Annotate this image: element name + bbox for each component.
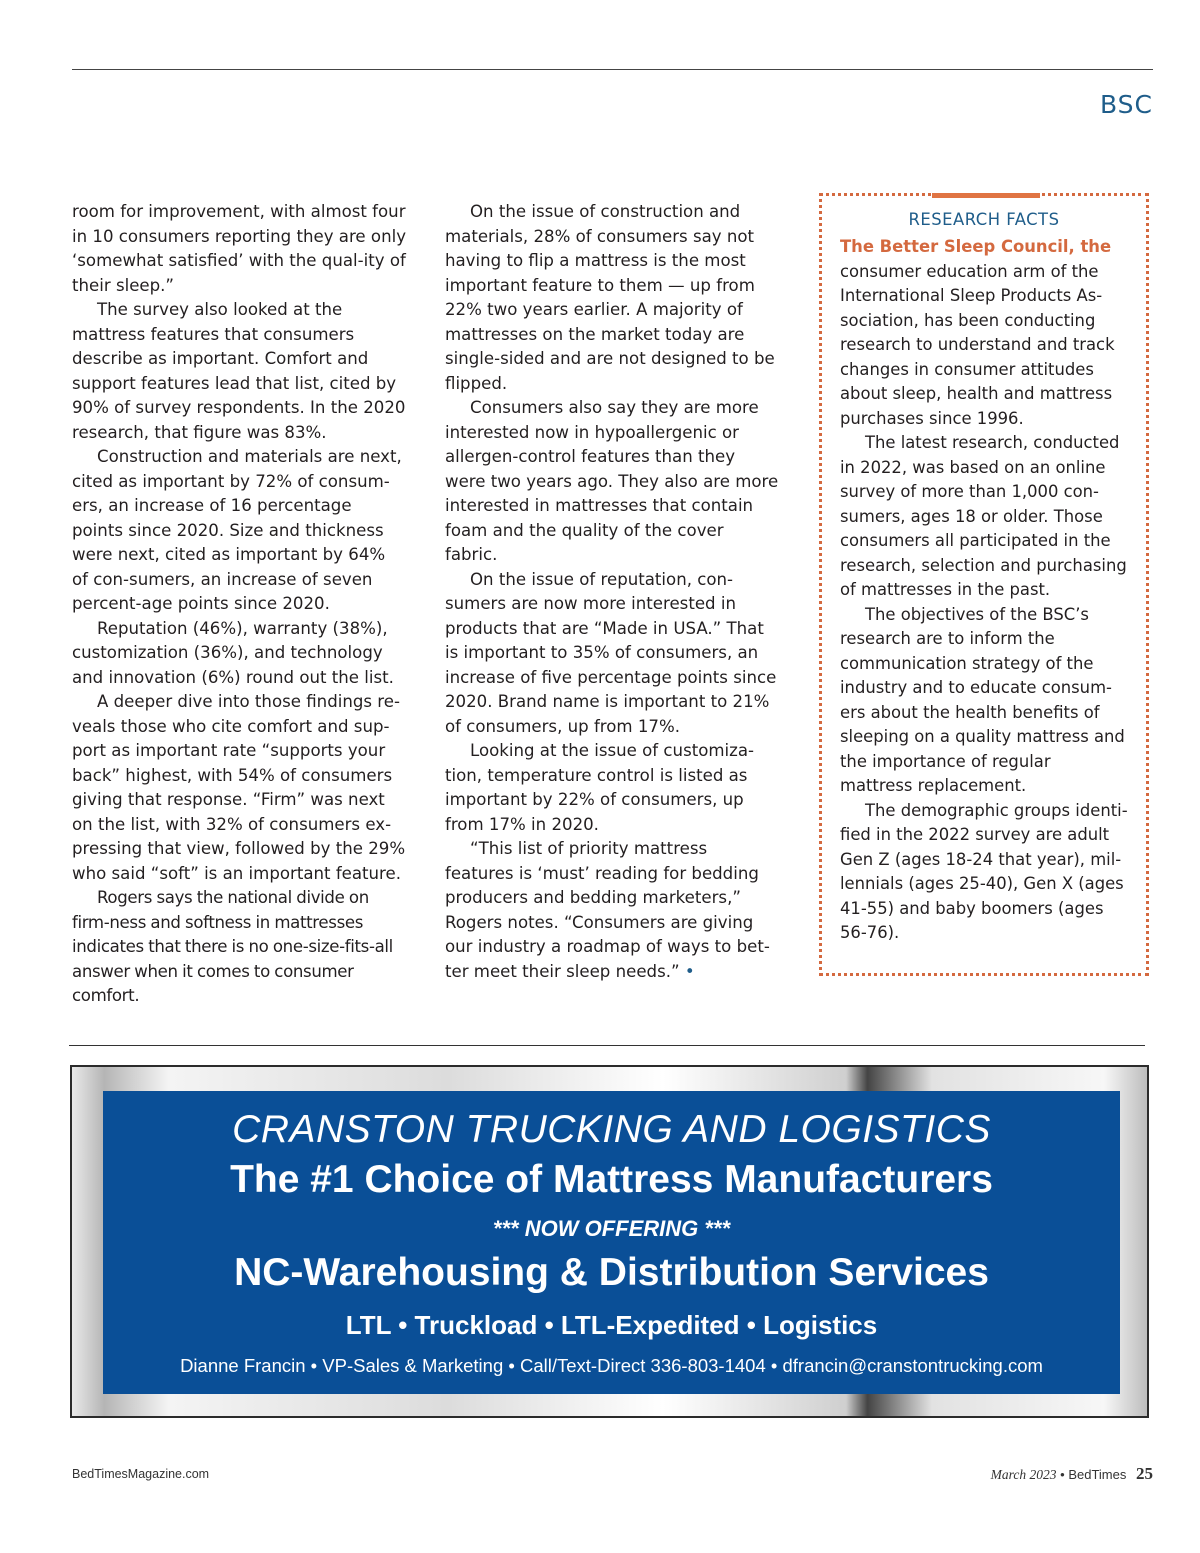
sidebar-title: RESEARCH FACTS xyxy=(908,210,1060,229)
paragraph-text: “This list of priority mattress features is ‘must’ reading for bedding producers and bedding marketers,” Rogers notes. “Consumers are giving our industry a roadmap of ways to bet-ter meet their sleep needs.” xyxy=(445,839,770,981)
paragraph: A deeper dive into those findings re-veals those who cite comfort and sup-port as important rate “supports your back” highest, with 54% of consumers giving that response. “Firm” was next on the list, with 32% of consumers ex-pressing that view, followed by the 29% who said “soft” is an important feature. xyxy=(72,692,406,883)
sidebar-text: consumer education arm of the International Sleep Products As-sociation, has been conducting research to understand and track changes in consumer attitudes about sleep, health and mattress purchases since 1996. xyxy=(840,261,1115,428)
paragraph: Construction and materials are next, cited as important by 72% of consum-ers, an increase of 16 percentage points since 2020. Size and thickness were next, cited as important by 64% of con-sumers, an increase of seven percent-age points since 2020. xyxy=(72,447,402,613)
ad-services-list: LTL • Truckload • LTL-Expedited • Logistics xyxy=(345,1310,878,1340)
footer-folio xyxy=(991,1464,1153,1484)
ad-tagline: The #1 Choice of Mattress Manufacturers xyxy=(230,1158,993,1201)
ad-now-offering: *** NOW OFFERING *** xyxy=(492,1216,731,1241)
research-facts-sidebar xyxy=(819,193,1149,976)
paragraph: Reputation (46%), warranty (38%), customization (36%), and technology and innovation (6%) round out the list. xyxy=(72,618,394,687)
ad-contact: Dianne Francin • VP-Sales & Marketing • Call/Text-Direct 336-803-1404 • dfrancin@cranstontrucking.com xyxy=(180,1355,1043,1376)
footer-issue: March 2023 xyxy=(990,1467,1057,1482)
paragraph: Looking at the issue of customiza-tion, temperature control is listed as important by 22% of consumers, up from 17% in 2020. xyxy=(445,741,755,834)
ad-panel xyxy=(103,1091,1120,1394)
paragraph: room for improvement, with almost four in 10 consumers reporting they are only ‘somewhat satisfied’ with the qual-ity of their sleep.” xyxy=(72,202,407,295)
paragraph: Consumers also say they are more interested now in hypoallergenic or allergen-control features than they were two years ago. They also are more interested in mattresses that contain foam and the quality of the cover fabric. xyxy=(445,398,779,564)
sidebar-paragraph: The latest research, conducted in 2022, was based on an online survey of more than 1,000 con-sumers, ages 18 or older. Those consumers all participated in the research, selection and purchasing of mattresses in the past. xyxy=(840,433,1127,599)
article-column-1 xyxy=(72,200,406,1009)
advertisement[interactable] xyxy=(70,1065,1149,1418)
sidebar-paragraph: The demographic groups identi-fied in the 2022 survey are adult Gen Z (ages 18-24 that year), mil-lennials (ages 25-40), Gen X (ages 41-55) and baby boomers (ages 56-76). xyxy=(840,800,1128,942)
sidebar-accent-bar xyxy=(932,193,1040,198)
page-number: 25 xyxy=(1136,1464,1153,1483)
section-tag: BSC xyxy=(1099,90,1153,119)
ad-divider xyxy=(69,1045,1145,1046)
sidebar-paragraph xyxy=(840,235,1128,431)
article-column-2 xyxy=(445,200,779,984)
footer-website: BedTimesMagazine.com xyxy=(72,1467,210,1481)
paragraph-last xyxy=(445,837,779,984)
ad-company-name: CRANSTON TRUCKING AND LOGISTICS xyxy=(232,1108,991,1151)
sidebar-paragraph: The objectives of the BSC’s research are to inform the communication strategy of the industry and to educate consum-ers about the health benefits of sleeping on a quality mattress and the importance of regular mattress replacement. xyxy=(840,604,1125,795)
header-rule xyxy=(72,69,1153,70)
footer-magazine: BedTimes xyxy=(1068,1467,1127,1482)
paragraph: On the issue of construction and materials, 28% of consumers say not having to flip a mattress is the most important feature to them — up from 22% two years earlier. A majority of mattresses on the market today are single-sided and are not designed to be flipped. xyxy=(445,202,775,393)
footer-separator: • xyxy=(1060,1467,1065,1482)
sidebar-lead: The Better Sleep Council, the xyxy=(840,237,1112,256)
sidebar-body xyxy=(840,235,1128,946)
paragraph: On the issue of reputation, con-sumers are now more interested in products that are “Made in USA.” That is important to 35% of consumers, an increase of five percentage points since 2020. Brand name is important to 21% of consumers, up from 17%. xyxy=(445,569,777,736)
ad-service-headline: NC-Warehousing & Distribution Services xyxy=(234,1251,989,1294)
paragraph: The survey also looked at the mattress features that consumers describe as important. Comfort and support features lead that list, cited by 90% of survey respondents. In the 2020 research, that figure was 83%. xyxy=(72,300,406,442)
paragraph: Rogers says the national divide on firm-ness and softness in mattresses indicates that there is no one-size-fits-all answer when it comes to consumer comfort. xyxy=(72,888,393,1005)
end-mark: • xyxy=(684,961,695,981)
